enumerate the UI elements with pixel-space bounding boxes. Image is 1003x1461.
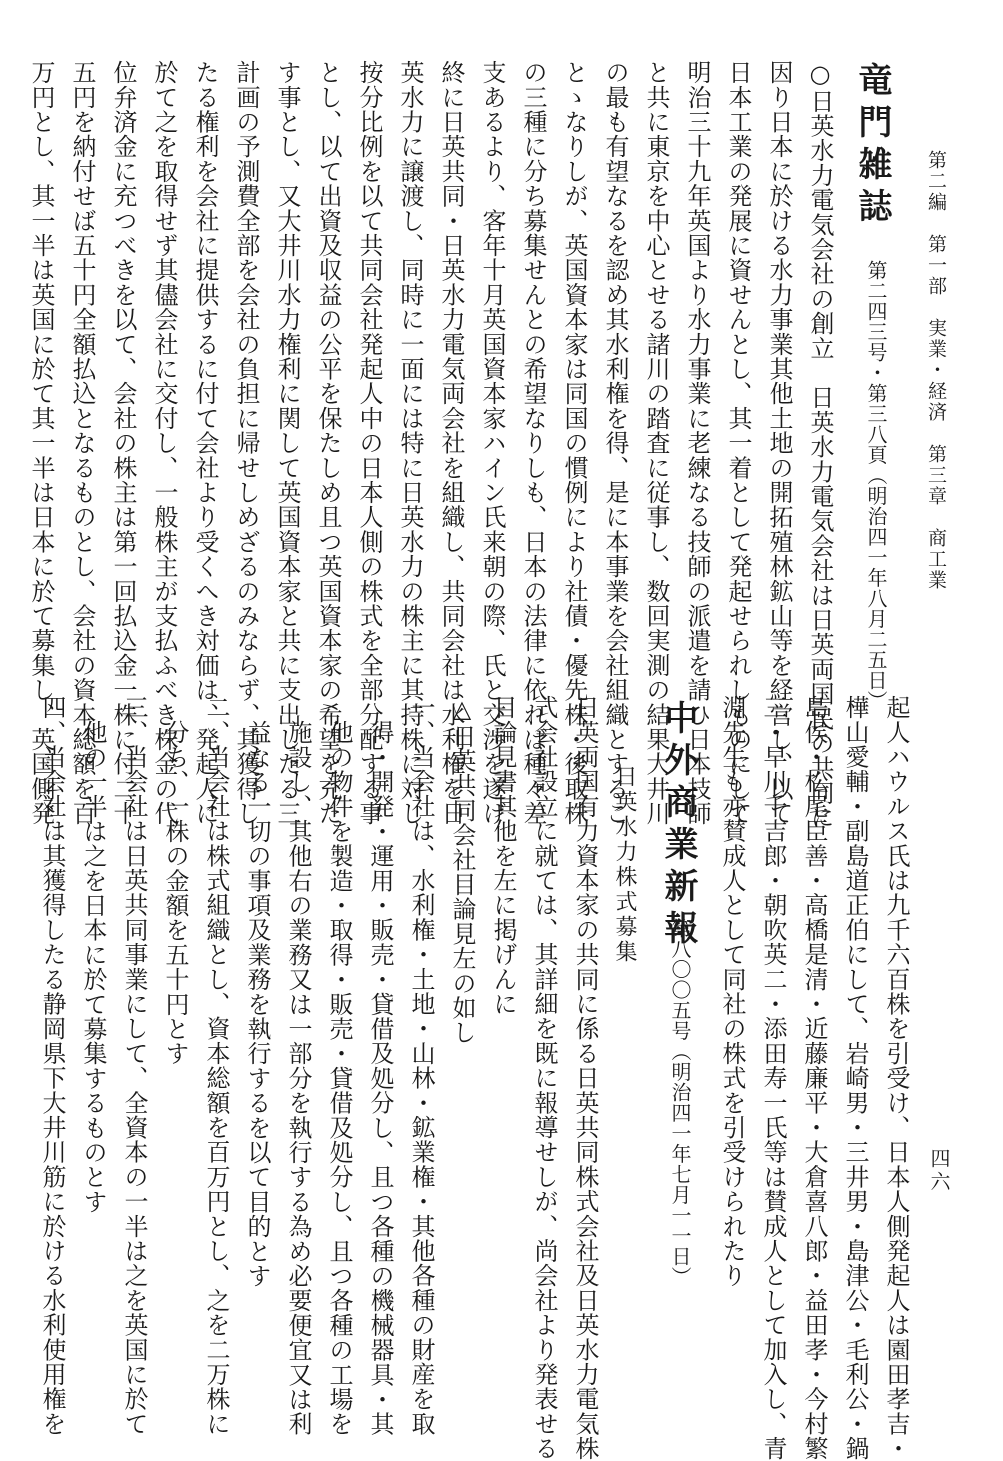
text-line: 他の一半は之を日本に於て募集するものとす	[79, 720, 107, 1214]
text-line: 明治三十九年英国より水力事業に老練なる技師の派遣を請ひ日本技師	[683, 60, 711, 826]
text-line: 因り日本に於ける水力事業其他土地の開拓殖林鉱山等を経営し、以て	[765, 60, 793, 826]
text-line: 目論見書其他を左に掲げんに	[489, 695, 517, 1017]
text-line: の三種に分ち募集せんとの希望なりしも、日本の法律に依れば種々差	[519, 60, 547, 826]
text-line: 万円とし、其一半は英国に於て其一半は日本に於て募集し、英国側発	[27, 60, 55, 826]
text-line: 三、当会社は日英共同事業にして、全資本の一半は之を英国に於て	[120, 695, 148, 1436]
text-line: ○日英水力電気会社の創立 日英水力電気会社は日英両国民の共同に	[806, 60, 834, 830]
text-line: 英水力に譲渡し、同時に一面には特に日英水力の株主に其持株に対し	[396, 60, 424, 826]
text-line: 淵先生も亦賛成人として同社の株式を引受けられたり	[718, 695, 746, 1288]
text-line: 日英両国有力資本家の共同に係る日英共同株式会社及日英水力電気株	[571, 695, 599, 1461]
text-line: 分ち、一株の金額を五十円とす	[161, 720, 189, 1066]
page-number: 四六	[927, 1148, 951, 1194]
text-line: 按分比例を以て共同会社発起人中の日本人側の株式を全部分配する事	[355, 60, 383, 826]
text-line: 他の物件を製造・取得・販売・貸借及処分し、且つ各種の工場を	[325, 720, 353, 1437]
text-line: 二、当会社は株式組織とし、資本総額を百万円とし、之を二万株に	[202, 695, 230, 1436]
text-line: 於て之を取得せず其儘会社に交付し、一般株主が支払ふべき株金の代	[150, 60, 178, 826]
text-line: 施設し、其他右の業務又は一部分を執行する為め必要便宜又は利	[284, 720, 312, 1437]
text-line: 支あるより、客年十月英国資本家ハイン氏来朝の際、氏と交渉を遂げ	[478, 60, 506, 826]
text-line: 計画の予測費全部を会社の負担に帰せしめざるのみならず、其獲得し	[232, 60, 260, 826]
text-line: 四、当会社は其獲得したる静岡県下大井川筋に於ける水利使用権を	[38, 695, 66, 1436]
text-line: 日本工業の発展に資せんとし、其一着として発起せられしものにして	[724, 60, 752, 826]
text-line: す事とし、又大井川水力権利に関して英国資本家と共に支出したる三	[273, 60, 301, 826]
text-line: 三・早川千吉郎・朝吹英二・添田寿一氏等は賛成人として加入し、青	[759, 695, 787, 1461]
text-line: 樺山愛輔・副島道正伯にして、岩崎男・三井男・島津公・毛利公・鍋	[841, 695, 869, 1461]
text-line: と共に東京を中心とせる諸川の踏査に従事し、数回実測の結果大井川	[642, 60, 670, 826]
source-issue-ryumon: 第二四三号・第三八頁（明治四一年八月二五日）	[864, 260, 888, 711]
source-title-chugai-shogyo: 中外商業新報	[658, 700, 698, 952]
text-line: 位弁済金に充つべきを以て、会社の株主は第一回払込金一株に付二十	[109, 60, 137, 826]
text-line: 一、当会社は、水利権・土地・山林・鉱業権・其他各種の財産を取	[407, 695, 435, 1436]
text-line: 式会社設立に就ては、其詳細を既に報導せしが、尚会社より発表せる	[530, 695, 558, 1461]
article-subtitle: 日英水力株式募集	[612, 765, 637, 965]
source-title-ryumon-zasshi: 竜門雑誌	[852, 62, 892, 230]
text-line: たる権利を会社に提供するに付て会社より受くへき対価は、発起人に	[191, 60, 219, 826]
source-issue-chugai: 第八〇〇五号（明治四一年七月一一日）	[668, 918, 692, 1287]
text-line: とゝなりしが、英国資本家は同国の慣例により社債・優先株・後取株	[560, 60, 588, 826]
text-line: 得・開発・運用・販売・貸借及処分し、且つ各種の機械器具・其	[366, 720, 394, 1437]
running-title: 第二編 第一部 実業・経済 第三章 商工業	[925, 150, 947, 591]
text-line: 起人ハウルス氏は九千六百株を引受け、日本人側発起人は園田孝吉・	[882, 695, 910, 1461]
text-line: 益なる一切の事項及業務を執行するを以て目的とす	[243, 720, 271, 1289]
text-line: △日英共同会社目論見左の如し	[448, 695, 476, 1045]
text-line: の最も有望なるを認め其水利権を得、是に本事業を会社組織とするこ	[601, 60, 629, 826]
text-line: 終に日英共同・日英水力電気両会社を組織し、共同会社は水利権を日	[437, 60, 465, 826]
text-line: 五円を納付せば五十円全額払込となるものとし、会社の資本総額を百	[68, 60, 96, 826]
text-line: とし、以て出資及収益の公平を保たしめ且つ英国資本家の希望を充た	[314, 60, 342, 826]
text-line: 島侯・松尾臣善・高橋是清・近藤廉平・大倉喜八郎・益田孝・今村繁	[800, 695, 828, 1461]
